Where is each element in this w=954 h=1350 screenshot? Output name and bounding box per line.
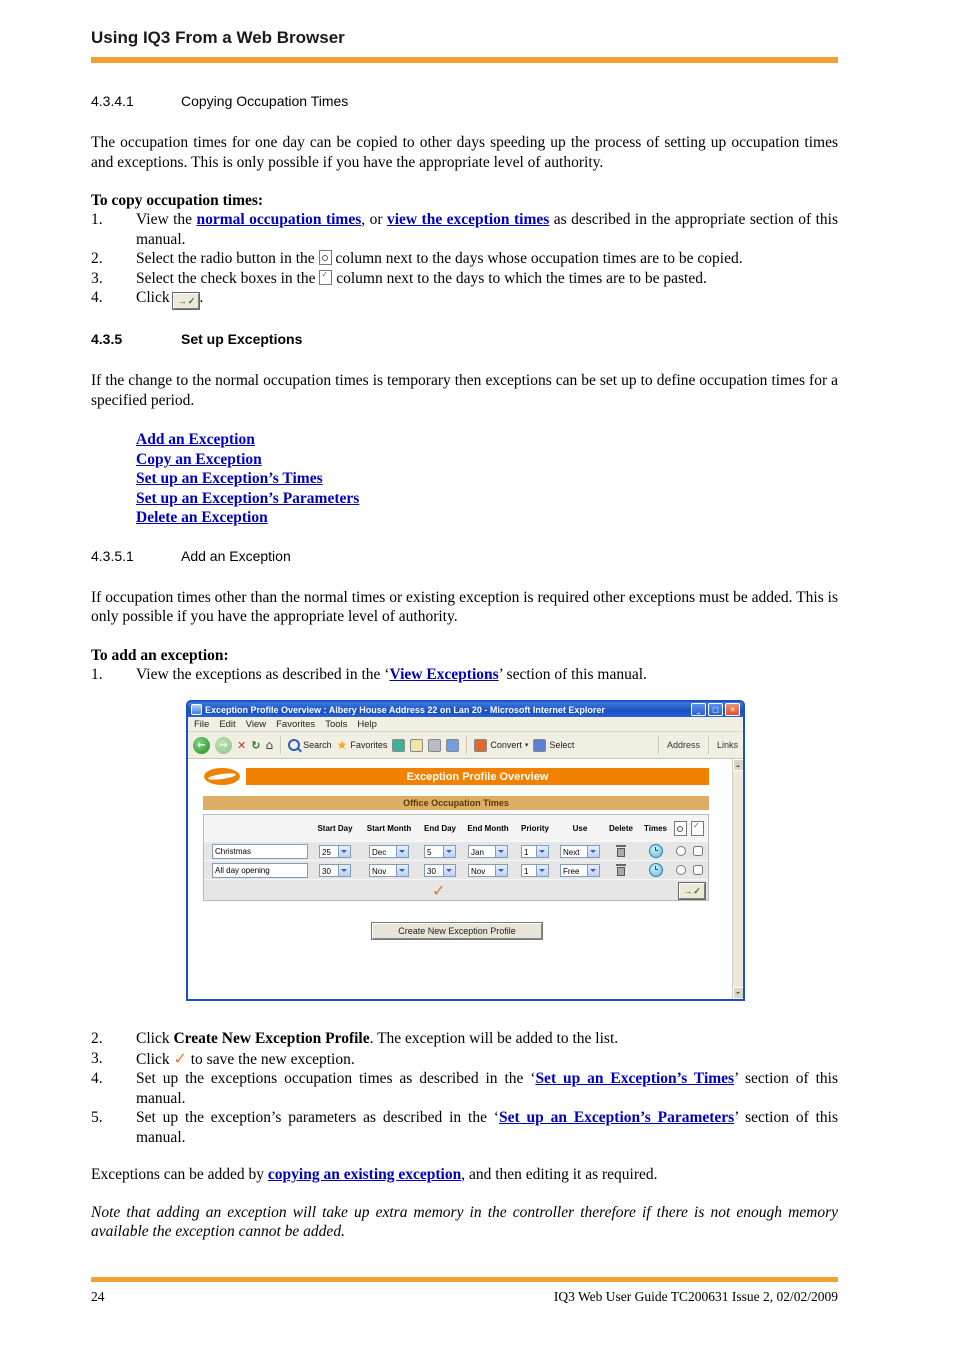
trend-logo — [204, 768, 240, 785]
end-day-select[interactable]: 30 — [424, 864, 456, 877]
step-text — [136, 1069, 838, 1108]
priority-select[interactable]: 1 — [521, 864, 549, 877]
table-row — [204, 861, 708, 880]
section-title: Add an Exception — [181, 547, 291, 564]
favorites-label: Favorites — [350, 740, 388, 750]
create-new-exception-profile-button[interactable]: Create New Exception Profile — [372, 923, 542, 939]
dropdown-arrow-icon — [338, 865, 350, 876]
search-button[interactable] — [288, 739, 332, 751]
print-icon[interactable] — [428, 739, 441, 752]
step-text — [136, 269, 838, 289]
dropdown-arrow-icon — [495, 846, 507, 857]
start-day-select[interactable]: 25 — [319, 845, 351, 858]
copy-column-icon — [319, 250, 332, 265]
list-item — [91, 269, 838, 289]
toolbar-separator — [280, 736, 281, 754]
copy-from-column-icon — [674, 821, 687, 836]
dropdown-arrow-icon — [396, 865, 408, 876]
toolbar-separator — [466, 736, 467, 754]
list-item — [91, 1049, 838, 1070]
column-header: Start Month — [366, 823, 412, 833]
save-check-icon[interactable]: ✓ — [432, 881, 446, 900]
step-number: 2. — [91, 250, 103, 267]
list-item — [91, 665, 838, 685]
convert-button[interactable] — [474, 739, 528, 752]
button-name-text: Create New Exception Profile — [173, 1030, 370, 1047]
step-number: 3. — [91, 269, 103, 287]
step-text: Click — [136, 289, 174, 306]
link-normal-occupation-times[interactable]: normal occupation times — [196, 211, 362, 228]
step-text — [136, 1029, 838, 1049]
step-text: ’ section of this manual. — [136, 1109, 838, 1146]
step-text: Click — [136, 1030, 174, 1047]
step-text — [136, 1049, 838, 1070]
footer — [91, 1289, 838, 1305]
list-heading: To copy occupation times: — [91, 192, 264, 209]
table-action-row — [204, 880, 708, 900]
page-number: 24 — [91, 1289, 105, 1304]
footer-document-info: IQ3 Web User Guide TC200631 Issue 2, 02/02/2009 — [553, 1289, 838, 1304]
step-text — [136, 288, 838, 309]
mail-icon[interactable] — [410, 739, 423, 752]
window-title: Exception Profile Overview : Albery House Address 22 on Lan 20 - Microsoft Internet Explorer — [205, 704, 605, 715]
convert-icon — [474, 739, 487, 752]
cross-reference-links — [136, 430, 838, 528]
dropdown-arrow-icon — [587, 865, 599, 876]
list-item — [91, 1029, 838, 1049]
minimize-button[interactable]: _ — [691, 703, 706, 716]
link-view-exception-times[interactable]: view the exception times — [386, 211, 550, 228]
list-heading: To add an exception: — [91, 646, 229, 664]
section-title: Copying Occupation Times — [181, 93, 349, 109]
link-set-up-exceptions-parameters[interactable]: Set up an Exception’s Parameters — [498, 1109, 735, 1126]
close-button[interactable]: ✕ — [725, 703, 740, 716]
link-copying-an-existing-exception[interactable]: copying an existing exception — [267, 1166, 462, 1183]
list-item — [91, 1108, 838, 1147]
ie-titlebar — [188, 702, 743, 717]
address-bar-label[interactable]: Address — [666, 740, 700, 750]
ie-window — [186, 700, 745, 1001]
history-icon[interactable] — [392, 739, 405, 752]
scroll-down-icon[interactable] — [733, 987, 743, 999]
section-number: 4.3.5.1 — [91, 547, 134, 564]
column-header: Delete — [608, 823, 633, 833]
column-header: Priority — [520, 823, 549, 833]
priority-select[interactable]: 1 — [521, 845, 549, 858]
step-number: 2. — [91, 1030, 103, 1047]
step-text: ’ section of this manual. — [498, 665, 647, 683]
edit-icon[interactable] — [446, 739, 459, 752]
page-title: Using IQ3 From a Web Browser — [91, 28, 345, 47]
search-icon — [288, 739, 300, 751]
forward-button[interactable]: → — [215, 737, 232, 754]
refresh-icon[interactable]: ↻ — [251, 738, 261, 752]
toolbar-separator — [708, 736, 709, 754]
ie-toolbar — [188, 732, 743, 759]
step-text: . — [199, 289, 204, 306]
paste-to-column-icon — [691, 821, 704, 836]
home-icon[interactable]: ⌂ — [265, 737, 274, 752]
paste-to-checkbox[interactable] — [693, 846, 703, 856]
section-number: 4.3.5 — [91, 331, 123, 347]
step-number: 1. — [91, 665, 103, 683]
table-title-bar: Office Occupation Times — [203, 796, 709, 810]
list-item — [91, 1069, 838, 1108]
step-text: Click — [136, 1050, 174, 1068]
step-number: 4. — [91, 1070, 103, 1087]
step-text: . The exception will be added to the list. — [369, 1030, 619, 1047]
end-day-select[interactable]: 5 — [424, 845, 456, 858]
use-select[interactable]: Free — [560, 864, 600, 877]
paragraph-text: , and then editing it as required. — [461, 1166, 658, 1183]
paragraph: If the change to the normal occupation times is temporary then exceptions can be set up to define occupation times for a specified period. — [91, 372, 838, 409]
select-button[interactable] — [533, 739, 574, 752]
step-text: Select the radio button in the — [136, 250, 319, 267]
link-delete-an-exception[interactable]: Delete an Exception — [136, 509, 268, 526]
step-text: Select the check boxes in the — [136, 269, 320, 287]
step-text: Set up the exception’s parameters as described in the ‘ — [136, 1109, 499, 1126]
step-number: 4. — [91, 289, 103, 306]
menu-edit[interactable]: Edit — [219, 718, 236, 730]
exception-name-input[interactable] — [212, 863, 308, 878]
link-set-up-exceptions-times[interactable]: Set up an Exception’s Times — [136, 470, 323, 487]
paragraph — [91, 1165, 838, 1185]
dropdown-arrow-icon — [536, 846, 548, 857]
copy-from-radio[interactable] — [676, 846, 686, 856]
dropdown-arrow-icon — [536, 865, 548, 876]
delete-icon[interactable] — [616, 864, 626, 876]
paragraph: If occupation times other than the normal times or existing exception is required other exceptions must be added. This is only possible if you have the appropriate level of authority. — [91, 588, 838, 625]
step-number: 3. — [91, 1049, 103, 1067]
paste-column-icon — [319, 270, 332, 285]
start-day-select[interactable]: 30 — [319, 864, 351, 877]
menu-view[interactable]: View — [245, 718, 267, 730]
ie-menubar — [188, 717, 743, 732]
menu-favorites[interactable]: Favorites — [276, 718, 316, 730]
step-text: , or — [361, 211, 387, 228]
section-heading-4341 — [91, 93, 838, 109]
section-heading-4351 — [91, 548, 838, 564]
link-set-up-exceptions-parameters[interactable]: Set up an Exception’s Parameters — [136, 489, 360, 507]
exception-table — [203, 814, 709, 901]
start-month-select[interactable]: Nov — [369, 864, 409, 877]
section-number: 4.3.4.1 — [91, 93, 134, 109]
footer-rule — [91, 1277, 838, 1282]
table-header-row — [204, 815, 708, 842]
link-copy-an-exception[interactable]: Copy an Exception — [136, 450, 262, 468]
page-banner: Exception Profile Overview — [246, 768, 709, 785]
times-icon[interactable] — [649, 863, 663, 877]
step-text: ’ section of this manual. — [136, 1070, 838, 1107]
scroll-up-icon[interactable] — [733, 759, 743, 771]
dropdown-arrow-icon — [443, 865, 455, 876]
delete-icon[interactable] — [616, 845, 626, 857]
end-month-select[interactable]: Jan — [468, 845, 508, 858]
column-header: Start Day — [317, 823, 353, 833]
step-number: 1. — [91, 211, 103, 228]
column-header: End Day — [423, 823, 456, 833]
select-icon — [533, 739, 546, 752]
paragraph-text: Exceptions can be added by — [91, 1166, 268, 1183]
step-text — [136, 210, 838, 249]
step-text — [136, 665, 838, 685]
menu-file[interactable]: File — [194, 718, 210, 730]
list-item — [91, 210, 838, 249]
step-text: column next to the days whose occupation times are to be copied. — [331, 250, 743, 267]
note-text: Note that adding an exception will take up extra memory in the controller therefore if there is not enough memory available the exception cannot be added. — [91, 1203, 838, 1240]
maximize-button[interactable]: □ — [708, 703, 723, 716]
select-label: Select — [549, 740, 575, 750]
exception-name-input[interactable] — [212, 844, 308, 859]
step-text: column next to the days to which the times are to be pasted. — [332, 269, 707, 287]
save-check-icon: ✓ — [173, 1048, 187, 1068]
section-heading-435 — [91, 331, 838, 347]
chevron-down-icon: ▾ — [524, 741, 529, 749]
favorites-star-icon: ★ — [336, 738, 348, 752]
list-item — [91, 288, 838, 309]
links-bar-label[interactable]: Links — [716, 740, 738, 750]
dropdown-arrow-icon — [338, 846, 350, 857]
menu-tools[interactable]: Tools — [325, 718, 348, 730]
paste-times-button[interactable]: → ✓ — [679, 883, 705, 899]
step-text — [136, 1108, 838, 1147]
step-text: Set up the exceptions occupation times as described in the ‘ — [136, 1070, 536, 1087]
favorites-button[interactable] — [337, 739, 388, 751]
link-view-exceptions[interactable]: View Exceptions — [389, 665, 499, 683]
list-item — [91, 249, 838, 269]
convert-label: Convert — [490, 740, 522, 750]
back-button[interactable]: ← — [193, 737, 210, 754]
search-label: Search — [303, 740, 332, 750]
column-header: Use — [572, 823, 588, 833]
dropdown-arrow-icon — [495, 865, 507, 876]
link-add-an-exception[interactable]: Add an Exception — [136, 431, 255, 448]
header-rule — [91, 57, 838, 63]
step-text: View the exceptions as described in the ‘ — [136, 665, 390, 683]
step-text: to save the new exception. — [186, 1050, 355, 1068]
paste-to-checkbox[interactable] — [693, 865, 703, 875]
column-header: End Month — [467, 823, 509, 833]
embedded-screenshot — [186, 700, 745, 1001]
link-set-up-exceptions-times[interactable]: Set up an Exception’s Times — [535, 1070, 735, 1087]
dropdown-arrow-icon — [587, 846, 599, 857]
step-text — [136, 249, 838, 269]
stop-icon[interactable]: ✕ — [237, 738, 247, 752]
step-number: 5. — [91, 1109, 103, 1126]
dropdown-arrow-icon — [396, 846, 408, 857]
use-select[interactable]: Next — [560, 845, 600, 858]
table-row — [204, 842, 708, 861]
vertical-scrollbar[interactable] — [732, 759, 743, 999]
column-header: Times — [644, 823, 667, 833]
start-month-select[interactable]: Dec — [369, 845, 409, 858]
step-text: View the — [136, 211, 197, 228]
paste-times-button-icon: → ✓ — [173, 293, 199, 309]
end-month-select[interactable]: Nov — [468, 864, 508, 877]
paragraph: The occupation times for one day can be copied to other days speeding up the process of setting up occupation times and exceptions. This is only possible if you have the appropriate level of authority. — [91, 134, 838, 171]
ie-logo-icon — [191, 704, 202, 715]
toolbar-separator — [658, 736, 659, 754]
menu-help[interactable]: Help — [357, 718, 377, 730]
dropdown-arrow-icon — [443, 846, 455, 857]
copy-from-radio[interactable] — [676, 865, 686, 875]
browser-content — [188, 759, 743, 999]
step-text: as described in the appropriate section of this manual. — [136, 211, 838, 248]
times-icon[interactable] — [649, 844, 663, 858]
section-title: Set up Exceptions — [181, 331, 303, 347]
